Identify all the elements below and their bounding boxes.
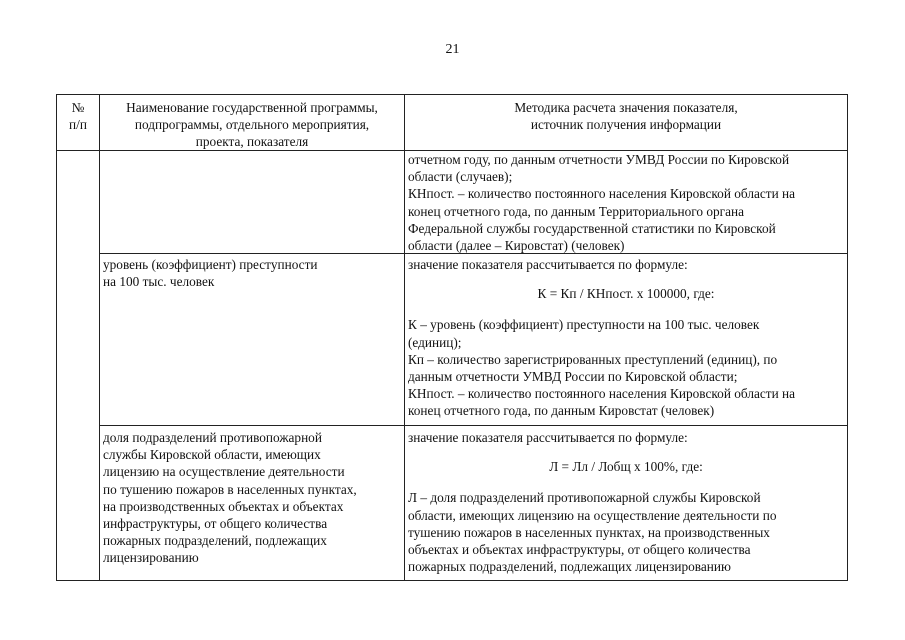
row-fire-units-name: доля подразделений противопожарной службы Кировской области, имеющих лицензию на осуществление деятельности по тушению пожаров в населенных пунктах, на производственных объектах и объектах инфраструктуры, от общего количества пожарных подразделений, подлежащих лицензированию — [103, 430, 357, 566]
row-fire-units-method: значение показателя рассчитывается по формуле: Л = Лл / Лобщ х 100%, где: Л – доля подразделений противопожарной службы Кировской области, имеющих лицензию на осуществление деятельности по тушению пожаров в населенных пунктах, на производственных объектах и объектах инфраструктуры, от общего количества пожарных подразделений, подлежащих лицензированию — [408, 429, 844, 575]
column-divider — [99, 95, 100, 580]
header-number: № п/п — [69, 100, 87, 133]
row-crime-rate-name: уровень (коэффициент) преступности на 100 тыс. человек — [103, 257, 318, 290]
header-method: Методика расчета значения показателя, источник получения информации — [514, 100, 738, 133]
page-number: 21 — [445, 42, 460, 57]
formula: Л = Лл / Лобщ х 100%, где: — [549, 459, 703, 475]
row-crime-rate-method: значение показателя рассчитывается по формуле: К = Кп / КНпост. х 100000, где: К – уровень (коэффициент) преступности на 100 тыс. человек (единиц); Кп – количество зарегистрированных преступлений (единиц), по данным отчетности УМВД России по Кировской области; КНпост. – количество постоянного населения Кировской области на конец отчетного года, по данным Кировстат (человек) — [408, 256, 844, 420]
column-divider — [404, 95, 405, 580]
header-program-name: Наименование государственной программы, подпрограммы, отдельного мероприятия, проекта, показателя — [126, 100, 378, 150]
row-divider — [99, 425, 847, 426]
indicator-table — [56, 94, 848, 581]
row-continuation-method: отчетном году, по данным отчетности УМВД России по Кировской области (случаев); КНпост. – количество постоянного населения Кировской области на конец отчетного года, по данным Территориального органа Федеральной службы государственной статистики по Кировской области (далее – Кировстат) (человек) — [408, 152, 796, 254]
formula: К = Кп / КНпост. х 100000, где: — [537, 286, 715, 302]
